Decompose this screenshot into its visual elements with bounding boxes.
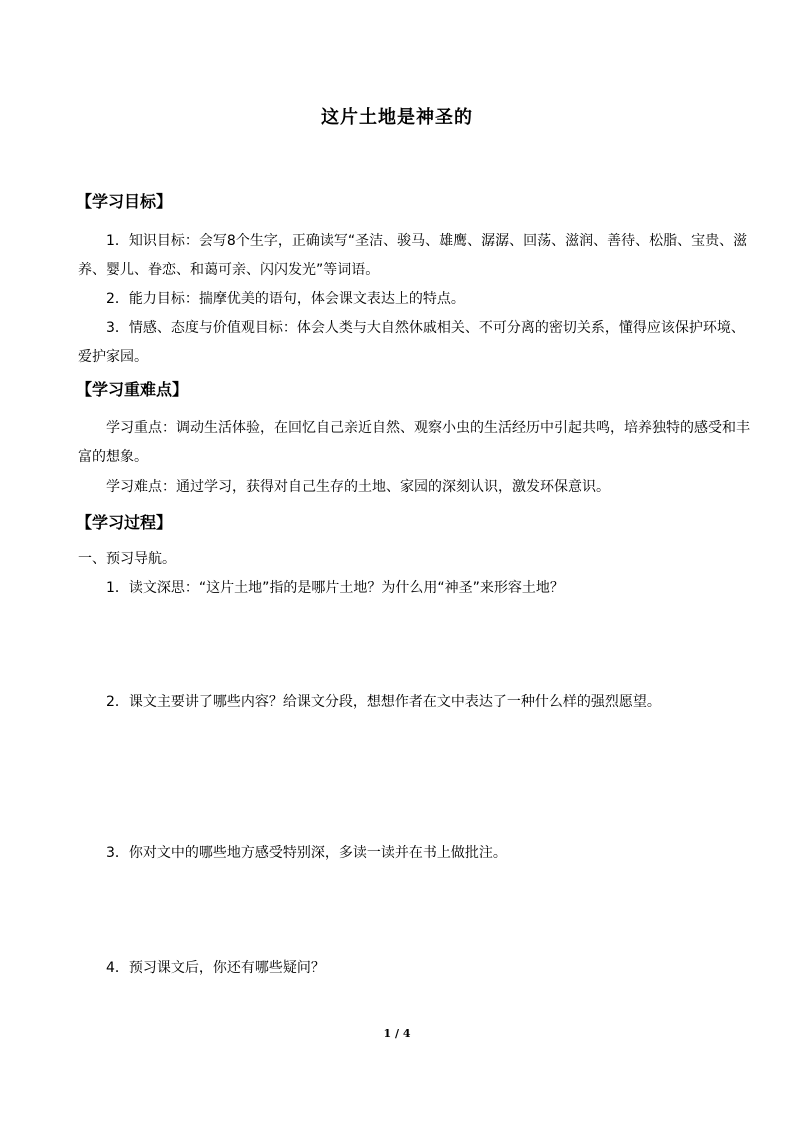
question-1: 1．读文深思：“这片土地”指的是哪片土地？为什么用“神圣”来形容土地？ (106, 580, 564, 596)
key-point-focus: 学习重点：调动生活体验，在回忆自己亲近自然、观察小虫的生活经历中引起共鸣，培养独特的感受和丰富的想象。 (78, 420, 750, 465)
section-heading-process: 【学习过程】 (76, 513, 173, 532)
page-number: 1 / 4 (383, 1027, 411, 1040)
goal-item-knowledge: 1．知识目标：会写8个生字，正确读写“圣洁、骏马、雄鹰、潺潺、回荡、滋润、善待、松脂、宝贵、滋养、婴儿、眷恋、和蔼可亲、闪闪发光”等词语。 (78, 233, 748, 278)
key-point-difficulty: 学习难点：通过学习，获得对自己生存的土地、家园的深刻认识，激发环保意识。 (106, 479, 610, 495)
section-heading-key-points: 【学习重难点】 (76, 380, 189, 399)
question-4: 4．预习课文后，你还有哪些疑问？ (106, 960, 325, 976)
section-heading-goals: 【学习目标】 (76, 192, 173, 211)
goal-item-ability: 2．能力目标：揣摩优美的语句，体会课文表达上的特点。 (106, 291, 465, 307)
question-3: 3．你对文中的哪些地方感受特别深，多读一读并在书上做批注。 (106, 845, 507, 861)
goal-item-emotion: 3．情感、态度与价值观目标：体会人类与大自然休戚相关、不可分离的密切关系，懂得应该保护环境、爱护家园。 (78, 320, 745, 365)
page-title: 这片土地是神圣的 (321, 107, 473, 128)
process-subheading: 一、预习导航。 (78, 551, 176, 567)
question-2: 2．课文主要讲了哪些内容？给课文分段，想想作者在文中表达了一种什么样的强烈愿望。 (106, 694, 661, 710)
